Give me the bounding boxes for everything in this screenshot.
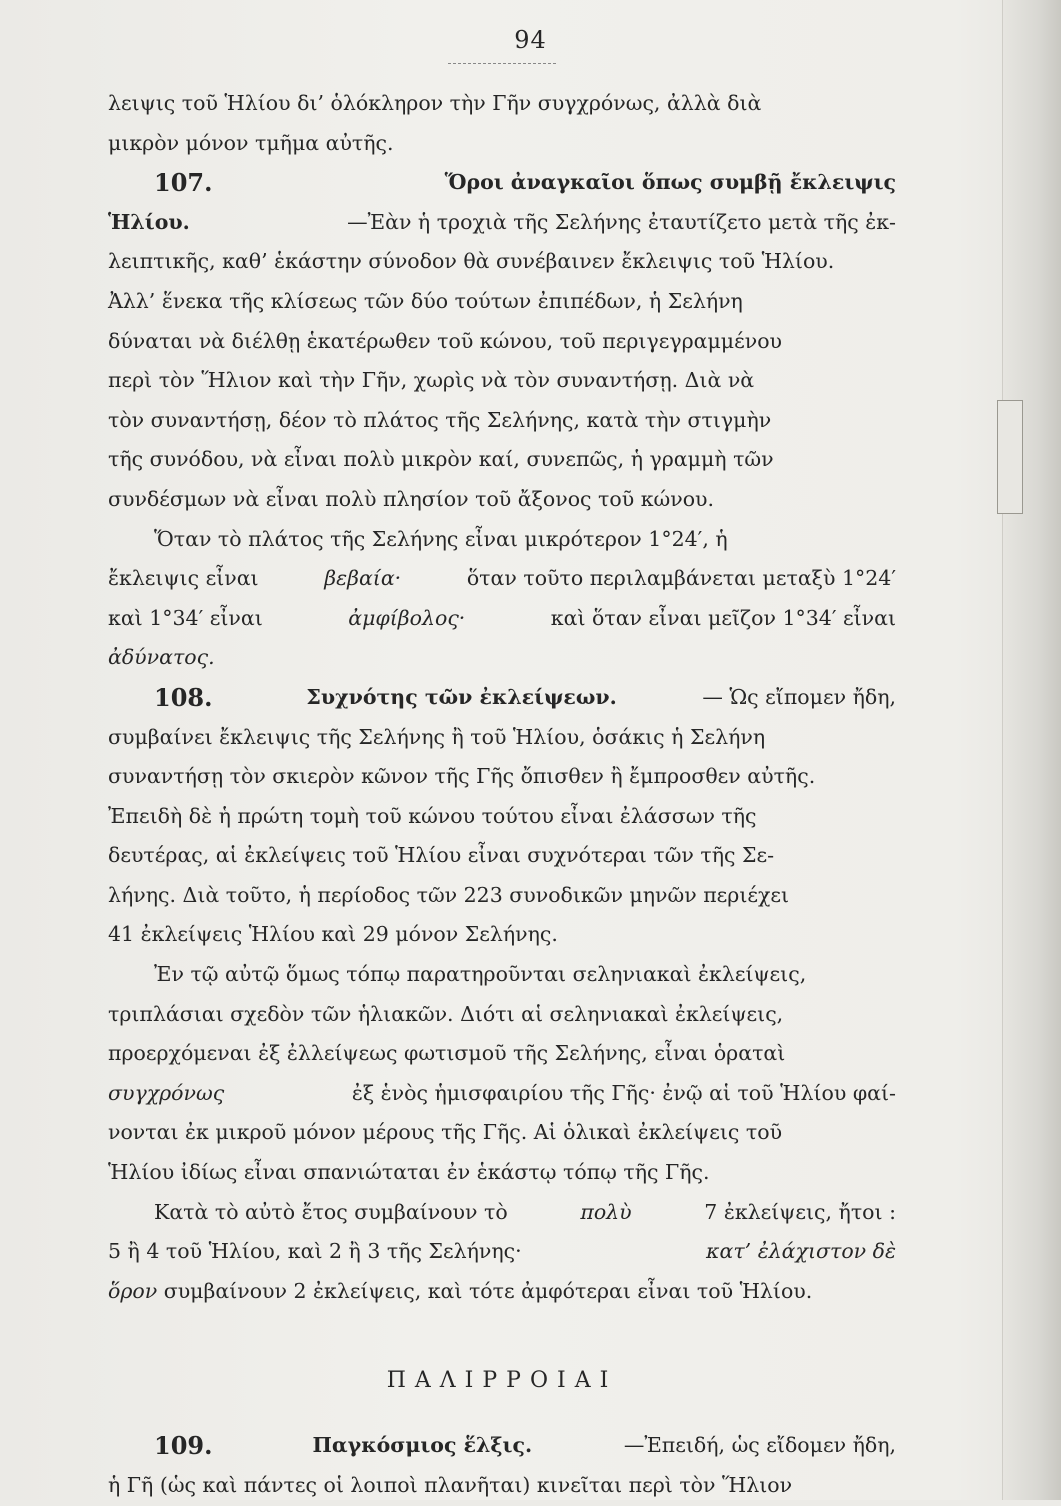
text-run: Κατὰ τὸ αὐτὸ ἔτος συμβαίνουν τὸ <box>154 1199 515 1224</box>
section-number: 108. <box>154 682 221 712</box>
text-line <box>108 638 896 678</box>
text-line <box>108 520 896 560</box>
text-run: λειπτικῆς, καθ’ ἑκάστην σύνοδον θὰ συνέβαινεν ἔκλειψις τοῦ Ἡλίου. <box>108 249 835 274</box>
body-text <box>108 84 896 1506</box>
text-run: κατ’ ἐλάχιστον δὲ <box>706 1239 896 1264</box>
text-line <box>108 599 896 639</box>
text-run: 5 ἢ 4 τοῦ Ἡλίου, καὶ 2 ἢ 3 τῆς Σελήνης· <box>108 1239 529 1264</box>
text-run: ὅταν τοῦτο περιλαμβάνεται μεταξὺ 1°24′ <box>460 566 896 591</box>
text-line <box>108 361 896 401</box>
text-run: ἀμφίβολος· <box>348 605 466 630</box>
paper-tab <box>997 400 1023 514</box>
section-title: Ὅροι ἀναγκαῖοι ὅπως συμβῇ ἔκλειψις <box>444 170 896 195</box>
text-run: 41 ἐκλείψεις Ἡλίου καὶ 29 μόνον Σελήνης. <box>108 922 558 947</box>
text-line <box>108 401 896 441</box>
text-line <box>108 124 896 164</box>
text-line <box>108 995 896 1035</box>
text-run: ἡ Γῆ (ὡς καὶ πάντες οἱ λοιποὶ πλανῆται) κινεῖται περὶ τὸν Ἥλιον <box>108 1473 793 1497</box>
text-line <box>108 955 896 995</box>
spacer <box>108 1311 896 1361</box>
text-run: ἔκλειψις εἶναι <box>108 566 266 591</box>
text-run: περὶ τὸν Ἥλιον καὶ τὴν Γῆν, χωρὶς νὰ τὸν συναντήσῃ. Διὰ νὰ <box>108 368 755 393</box>
section-heading: ΠΑΛΙΡΡΟΙΑΙ <box>386 1368 618 1394</box>
text-line <box>108 480 896 520</box>
text-line <box>108 876 896 916</box>
text-line <box>108 1232 896 1272</box>
text-line <box>108 797 896 837</box>
text-line <box>108 1034 896 1074</box>
text-run: — Ὡς εἴπομεν ἤδη, <box>702 684 896 709</box>
text-line <box>108 1113 896 1153</box>
text-run: Ἡλίου ἰδίως εἶναι σπανιώταται ἐν ἑκάστῳ τόπῳ τῆς Γῆς. <box>108 1160 710 1185</box>
text-run: λειψις τοῦ Ἡλίου δι’ ὁλόκληρον τὴν Γῆν συγχρόνως, ἀλλὰ διὰ <box>108 91 762 115</box>
text-line <box>108 282 896 322</box>
text-run: Ἐπειδὴ δὲ ἡ πρώτη τομὴ τοῦ κώνου τούτου εἶναι ἐλάσσων τῆς <box>108 803 757 828</box>
text-run: Ὅταν τὸ πλάτος τῆς Σελήνης εἶναι μικρότερον 1°24′, ἡ <box>154 526 728 551</box>
text-run: δύναται νὰ διέλθῃ ἑκατέρωθεν τοῦ κώνου, τοῦ περιγεγραμμένου <box>108 328 783 353</box>
text-run: —Ἐπειδή, ὡς εἴδομεν ἤδη, <box>623 1433 896 1458</box>
text-run: καὶ ὅταν εἶναι μεῖζον 1°34′ εἶναι <box>544 605 896 630</box>
text-line <box>108 242 896 282</box>
text-run: ἐξ ἑνὸς ἡμισφαιρίου τῆς Γῆς· ἐνῷ αἱ τοῦ Ἡλίου φαί- <box>345 1080 896 1105</box>
text-run: Ἀλλ’ ἕνεκα τῆς κλίσεως τῶν δύο τούτων ἐπιπέδων, ἡ Σελήνη <box>108 288 743 313</box>
text-run: λήνης. Διὰ τοῦτο, ἡ περίοδος τῶν 223 συνοδικῶν μηνῶν περιέχει <box>108 882 790 907</box>
text-line <box>108 1426 896 1466</box>
text-line <box>108 836 896 876</box>
text-line <box>108 84 896 124</box>
text-line <box>108 1153 896 1193</box>
text-run: συμβαίνει ἔκλειψις τῆς Σελήνης ἢ τοῦ Ἡλίου, ὁσάκις ἡ Σελήνη <box>108 724 766 749</box>
header-rule <box>448 63 556 64</box>
text-line <box>108 1272 896 1312</box>
text-line <box>108 1074 896 1114</box>
text-run: ἀδύνατος. <box>108 645 215 670</box>
text-line <box>108 440 896 480</box>
text-line <box>108 718 896 758</box>
text-line <box>108 1193 896 1233</box>
spacer <box>108 1401 896 1426</box>
text-run: δευτέρας, αἱ ἐκλείψεις τοῦ Ἡλίου εἶναι συχνότεραι τῶν τῆς Σε- <box>108 843 775 868</box>
text-line <box>108 203 896 243</box>
section-number: 107. <box>154 168 221 198</box>
text-run: τὸν συναντήσῃ, δέον τὸ πλάτος τῆς Σελήνης, κατὰ τὴν στιγμὴν <box>108 407 772 432</box>
text-run: Ἐν τῷ αὐτῷ ὅμως τόπῳ παρατηροῦνται σεληνιακαὶ ἐκλείψεις, <box>154 962 807 987</box>
text-run: 7 ἐκλείψεις, ἤτοι : <box>697 1199 896 1224</box>
text-line <box>108 915 896 955</box>
page-binding-edge <box>1002 0 1061 1500</box>
text-line <box>108 163 896 203</box>
text-run: τῆς συνόδου, νὰ εἶναι πολὺ μικρὸν καί, συνεπῶς, ἡ γραμμὴ τῶν <box>108 447 774 472</box>
text-run: συγχρόνως <box>108 1080 225 1105</box>
text-run: συμβαίνουν 2 ἐκλείψεις, καὶ τότε ἀμφότεραι εἶναι τοῦ Ἡλίου. <box>157 1278 813 1303</box>
text-line <box>108 678 896 718</box>
text-run: νονται ἐκ μικροῦ μόνον μέρους τῆς Γῆς. Αἱ ὁλικαὶ ἐκλείψεις τοῦ <box>108 1120 783 1145</box>
text-run: —Ἐὰν ἡ τροχιὰ τῆς Σελήνης ἐταυτίζετο μετὰ τῆς ἐκ- <box>347 209 896 234</box>
text-run: βεβαία· <box>324 566 402 591</box>
section-title: Ἡλίου. <box>108 209 190 234</box>
text-run: πολὺ <box>580 1199 632 1224</box>
section-title: Συχνότης τῶν ἐκλείψεων. <box>306 684 617 709</box>
text-run: συναντήσῃ τὸν σκιερὸν κῶνον τῆς Γῆς ὄπισθεν ἢ ἔμπροσθεν αὐτῆς. <box>108 764 816 789</box>
text-run: ὅρον <box>108 1278 158 1303</box>
text-run: τριπλάσιαι σχεδὸν τῶν ἡλιακῶν. Διότι αἱ σεληνιακαὶ ἐκλείψεις, <box>108 1001 784 1026</box>
section-title: Παγκόσμιος ἕλξις. <box>312 1433 533 1458</box>
section-number: 109. <box>154 1431 221 1461</box>
text-run: καὶ 1°34′ εἶναι <box>108 605 270 630</box>
text-run: μικρὸν μόνον τμῆμα αὐτῆς. <box>108 130 394 155</box>
text-line <box>108 757 896 797</box>
text-line <box>108 559 896 599</box>
text-run: συνδέσμων νὰ εἶναι πολὺ πλησίον τοῦ ἄξονος τοῦ κώνου. <box>108 486 715 511</box>
text-run: προερχόμεναι ἐξ ἐλλείψεως φωτισμοῦ τῆς Σελήνης, εἶναι ὁραταὶ <box>108 1041 786 1066</box>
page-number: 94 <box>514 26 547 54</box>
text-line <box>108 322 896 362</box>
